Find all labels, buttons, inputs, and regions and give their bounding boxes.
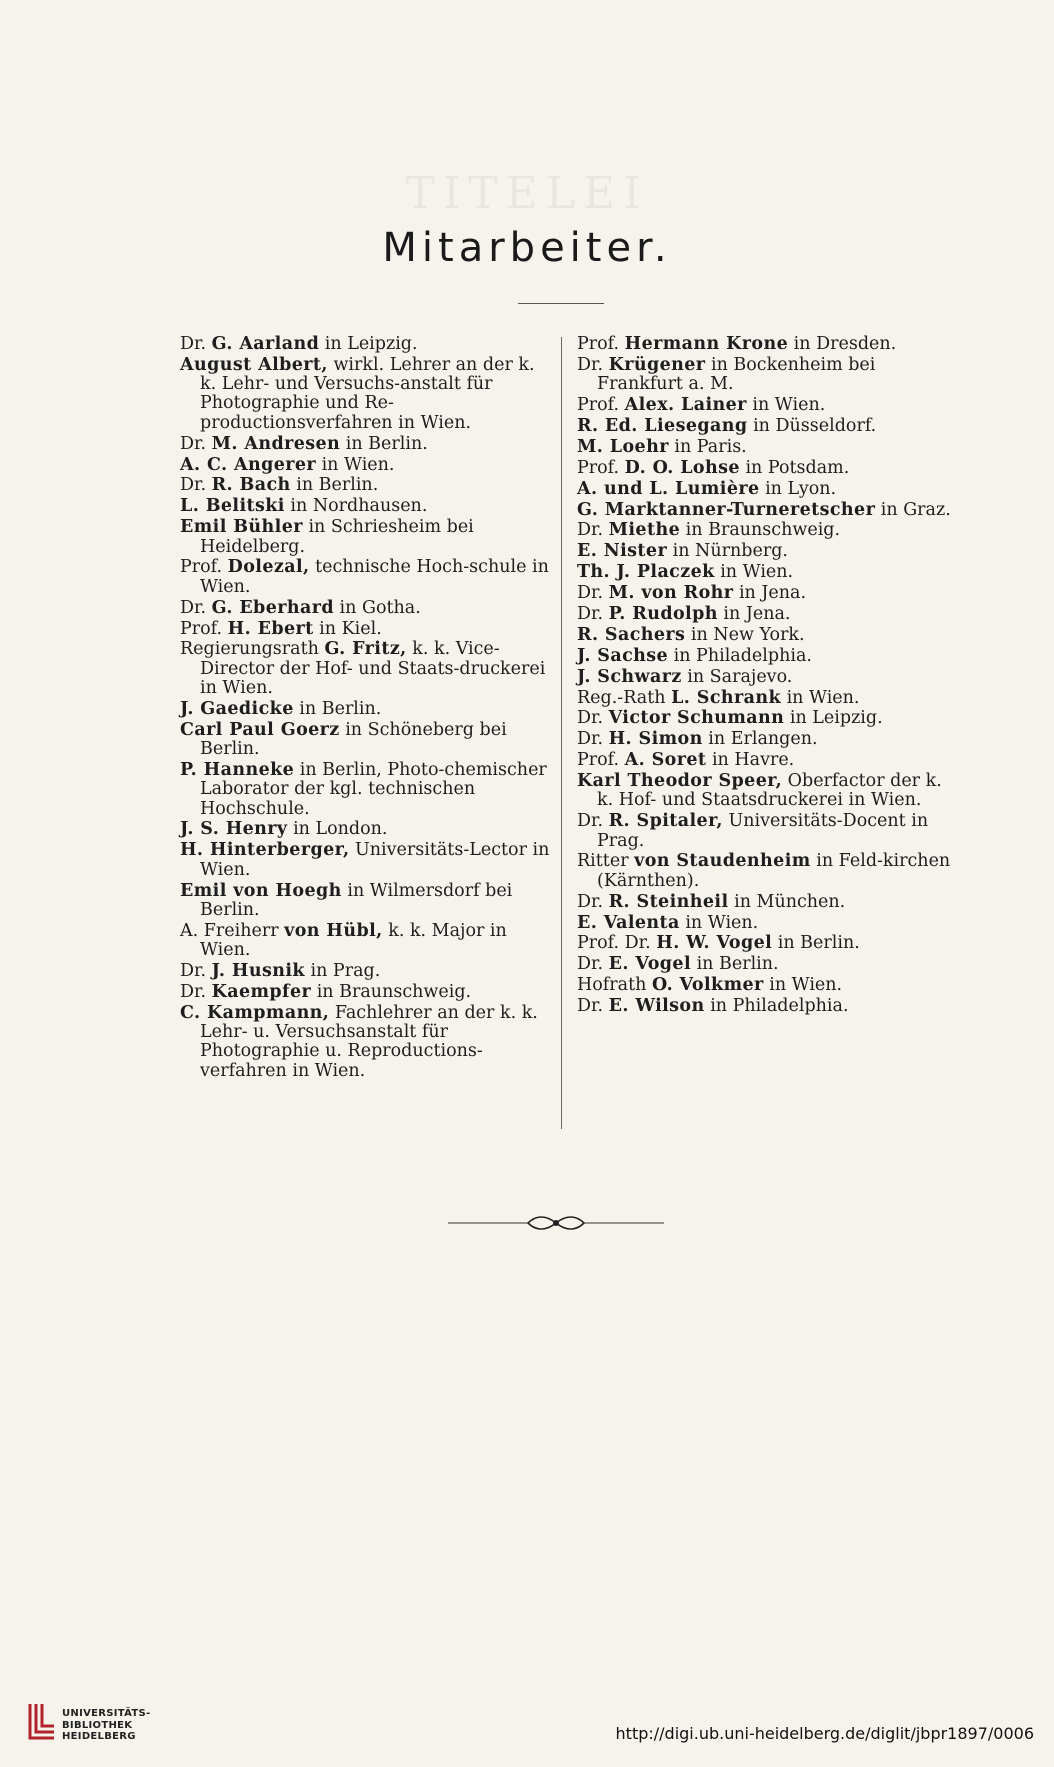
contributor-details: in Potsdam.: [739, 457, 850, 478]
page-title: Mitarbeiter.: [382, 225, 672, 271]
contributor-entry: [180, 962, 554, 981]
contributor-entry: [180, 882, 554, 921]
contributor-details: in Berlin, Photo-chemischer Laborator der kgl. technischen Hochschule.: [200, 759, 547, 819]
contributor-details: in Berlin.: [691, 954, 779, 975]
contributor-name: J. Schwarz: [577, 666, 682, 687]
contributor-title: Dr.: [577, 354, 609, 375]
column-divider: [561, 337, 562, 1129]
source-url: http://digi.ub.uni-heidelberg.de/diglit/jbpr1897/0006: [615, 1724, 1034, 1743]
contributor-details: in Lyon.: [759, 478, 837, 499]
contributor-name: A. und L. Lumière: [577, 478, 760, 499]
contributor-details: in Gotha.: [333, 597, 421, 618]
contributor-title: Dr.: [180, 475, 212, 496]
contributor-name: Alex. Lainer: [624, 395, 747, 416]
contributor-name: E. Vogel: [608, 954, 691, 975]
contributor-name: D. O. Lohse: [624, 457, 740, 478]
contributor-entry: [577, 893, 951, 912]
contributor-name: Karl Theodor Speer,: [577, 771, 783, 792]
contributor-name: Emil Bühler: [180, 517, 303, 538]
contributor-title: Prof.: [180, 557, 228, 578]
contributor-details: in Braunschweig.: [311, 981, 472, 1002]
contributor-name: J. Gaedicke: [180, 698, 294, 719]
contributor-details: in Braunschweig.: [680, 520, 841, 541]
contributor-name: R. Spitaler,: [608, 811, 723, 832]
contributor-entry: [180, 620, 554, 639]
contributor-name: R. Sachers: [577, 624, 686, 645]
contributor-name: G. Eberhard: [211, 597, 334, 618]
contributor-entry: [180, 721, 554, 760]
contributor-details: in Havre.: [706, 750, 795, 771]
contributor-details: in Nürnberg.: [667, 541, 788, 562]
contributor-name: Carl Paul Goerz: [180, 719, 340, 740]
contributor-details: in München.: [728, 891, 846, 912]
contributor-name: P. Hanneke: [180, 759, 295, 780]
contributor-entry: [577, 751, 951, 770]
contributor-entry: [577, 542, 951, 561]
contributor-name: J. Sachse: [577, 645, 669, 666]
contributor-entry: [180, 599, 554, 618]
contributor-title: Dr.: [577, 891, 609, 912]
contributor-details: in Berlin.: [772, 933, 860, 954]
contributor-name: O. Volkmer: [651, 975, 764, 996]
contributor-details: in Philadelphia.: [704, 996, 849, 1017]
contributor-name: L. Schrank: [671, 687, 782, 708]
contributor-details: in Erlangen.: [702, 729, 818, 750]
contributor-entry: [577, 584, 951, 603]
contributor-name: R. Steinheil: [608, 891, 729, 912]
contributor-title: Reg.-Rath: [577, 687, 672, 708]
contributor-entry: [180, 476, 554, 495]
contributor-name: Victor Schumann: [608, 708, 785, 729]
contributor-title: Dr.: [577, 811, 609, 832]
contributor-name: H. Simon: [608, 729, 703, 750]
contributor-name: M. Loehr: [577, 436, 669, 457]
contributor-details: in London.: [287, 819, 388, 840]
contributor-name: H. W. Vogel: [656, 933, 773, 954]
contributor-name: H. Hinterberger,: [180, 840, 350, 861]
contributor-details: in Paris.: [668, 436, 747, 457]
contributor-entry: [577, 976, 951, 995]
contributor-details: in Berlin.: [293, 698, 382, 719]
contributor-details: k. k. Vice-Director der Hof- und Staats-druckerei in Wien.: [200, 639, 546, 698]
contributor-title: Prof.: [180, 618, 228, 639]
contributor-name: Th. J. Placzek: [577, 562, 715, 583]
contributor-title: Dr.: [180, 960, 212, 981]
contributor-title: Regierungsrath: [180, 639, 325, 660]
contributor-name: Hermann Krone: [624, 334, 789, 354]
contributor-details: in Nordhausen.: [284, 496, 428, 517]
contributor-entry: [577, 356, 951, 395]
contributor-name: L. Belitski: [180, 496, 285, 517]
contributor-name: G. Aarland: [211, 334, 320, 354]
contributor-name: Dolezal,: [227, 557, 310, 578]
contributor-title: Dr.: [577, 708, 609, 729]
contributor-title: Prof. Dr.: [577, 933, 657, 954]
contributor-details: in Wien.: [763, 975, 843, 996]
contributor-details: technische Hoch-schule in Wien.: [200, 557, 549, 597]
contributor-entry: [577, 480, 951, 499]
contributor-name: A. C. Angerer: [180, 454, 317, 475]
contributor-entry: [180, 558, 554, 597]
contributor-name: G. Fritz,: [324, 639, 407, 660]
contributor-entry: [577, 772, 951, 811]
contributor-name: R. Bach: [211, 475, 291, 496]
contributor-details: in Wien.: [781, 687, 860, 708]
contributor-name: J. S. Henry: [180, 819, 288, 840]
contributor-entry: [577, 605, 951, 624]
contributors-right-column: [577, 335, 951, 1018]
contributor-details: in Dresden.: [788, 334, 897, 354]
contributor-title: Prof.: [577, 334, 625, 354]
contributor-name: Miethe: [608, 520, 681, 541]
contributor-entry: [577, 689, 951, 708]
contributor-details: in Leipzig.: [319, 334, 418, 354]
contributor-details: in Düsseldorf.: [747, 415, 877, 436]
contributor-name: J. Husnik: [211, 960, 305, 981]
contributor-title: Dr.: [577, 583, 609, 604]
contributor-title: Dr.: [180, 597, 212, 618]
contributor-name: E. Wilson: [608, 996, 705, 1017]
contributor-entry: [577, 812, 951, 851]
library-logo-icon: [24, 1700, 58, 1742]
contributor-details: k. k. Major in Wien.: [200, 920, 507, 960]
contributor-entry: [180, 435, 554, 454]
contributor-details: in Kiel.: [313, 618, 382, 639]
contributor-title: Dr.: [180, 981, 212, 1002]
contributor-details: Oberfactor der k. k. Hof- und Staatsdruckerei in Wien.: [597, 771, 942, 811]
contributor-details: Fachlehrer an der k. k. Lehr- u. Versuchsanstalt für Photographie u. Reproductions-verfahren in Wien.: [200, 1002, 538, 1081]
contributor-details: in Sarajevo.: [681, 666, 793, 687]
contributor-details: in Wien.: [746, 395, 826, 416]
contributor-entry: [180, 922, 554, 961]
contributor-entry: [577, 647, 951, 666]
contributor-entry: [577, 934, 951, 953]
contributor-details: wirkl. Lehrer an der k. k. Lehr- und Versuchs-anstalt für Photographie und Re-productionsverfahren in Wien.: [200, 354, 535, 433]
contributor-entry: [180, 335, 554, 354]
contributor-entry: [180, 700, 554, 719]
contributor-title: Dr.: [577, 603, 609, 624]
contributor-details: in Jena.: [733, 583, 807, 604]
contributor-details: in Graz.: [875, 499, 951, 520]
contributor-name: M. von Rohr: [608, 583, 734, 604]
contributor-entry: [180, 518, 554, 557]
contributor-entry: [180, 356, 554, 433]
contributor-details: in Bockenheim bei Frankfurt a. M.: [597, 354, 876, 395]
contributor-name: Emil von Hoegh: [180, 880, 342, 901]
contributor-title: Dr.: [577, 520, 609, 541]
contributor-name: von Staudenheim: [634, 851, 811, 872]
contributor-details: in Schöneberg bei Berlin.: [200, 719, 507, 760]
contributor-title: Prof.: [577, 395, 625, 416]
contributor-entry: [180, 497, 554, 516]
contributor-entry: [577, 997, 951, 1016]
contributor-title: Dr.: [180, 433, 212, 454]
contributor-name: C. Kampmann,: [180, 1002, 330, 1023]
contributor-name: P. Rudolph: [608, 603, 718, 624]
contributor-name: August Albert,: [180, 354, 328, 375]
contributor-details: in Wien.: [679, 912, 759, 933]
contributor-name: von Hübl,: [284, 920, 383, 941]
contributor-entry: [577, 709, 951, 728]
contributor-name: A. Soret: [624, 750, 707, 771]
show-through-text: TITELEI: [405, 168, 649, 219]
contributor-details: in Wilmersdorf bei Berlin.: [200, 880, 513, 920]
contributor-details: in Prag.: [304, 960, 381, 981]
contributor-entry: [180, 820, 554, 839]
contributor-entry: [577, 955, 951, 974]
contributor-name: E. Valenta: [577, 912, 680, 933]
contributor-entry: [577, 459, 951, 478]
contributor-name: R. Ed. Liesegang: [577, 415, 748, 436]
contributor-title: Ritter: [577, 851, 635, 872]
contributor-entry: [180, 841, 554, 880]
contributor-entry: [180, 983, 554, 1002]
contributor-name: E. Nister: [577, 541, 668, 562]
contributor-name: M. Andresen: [211, 433, 341, 454]
contributor-title: Hofrath: [577, 975, 652, 996]
contributor-details: in Jena.: [717, 603, 791, 624]
contributor-title: Prof.: [577, 457, 625, 478]
library-name: UNIVERSITÄTS- BIBLIOTHEK HEIDELBERG: [62, 1708, 151, 1742]
contributor-details: in Schriesheim bei Heidelberg.: [200, 517, 474, 557]
contributor-entry: [577, 563, 951, 582]
contributor-details: in Wien.: [316, 454, 395, 475]
contributor-entry: [577, 914, 951, 933]
contributor-name: Kaempfer: [211, 981, 312, 1002]
contributor-entry: [577, 521, 951, 540]
contributor-entry: [577, 501, 951, 520]
contributor-entry: [577, 668, 951, 687]
contributor-entry: [577, 438, 951, 457]
contributor-title: Prof.: [577, 750, 625, 771]
contributor-name: Krügener: [608, 354, 706, 375]
contributor-title: A. Freiherr: [180, 920, 285, 941]
title-rule: [518, 303, 604, 304]
contributor-entry: [577, 417, 951, 436]
contributor-entry: [577, 335, 951, 354]
contributor-details: Universitäts-Docent in Prag.: [597, 811, 929, 851]
contributor-details: in Leipzig.: [784, 708, 883, 729]
contributors-left-column: [180, 335, 554, 1082]
contributor-name: H. Ebert: [227, 618, 314, 639]
contributor-entry: [577, 626, 951, 645]
contributor-title: Dr.: [577, 954, 609, 975]
contributor-details: in Feld-kirchen (Kärnthen).: [597, 851, 951, 891]
contributor-details: in New York.: [685, 624, 805, 645]
contributor-entry: [180, 761, 554, 819]
contributor-entry: [577, 730, 951, 749]
contributor-entry: [577, 396, 951, 415]
contributor-entry: [180, 456, 554, 475]
contributor-details: in Wien.: [714, 562, 794, 583]
contributor-details: in Berlin.: [290, 475, 379, 496]
contributor-title: Dr.: [577, 729, 609, 750]
contributor-details: in Berlin.: [340, 433, 428, 454]
ornament-divider-icon: [448, 1212, 664, 1234]
contributor-details: Universitäts-Lector in Wien.: [200, 840, 550, 880]
contributor-title: Dr.: [180, 334, 212, 354]
contributor-entry: [577, 852, 951, 891]
contributor-details: in Philadelphia.: [668, 645, 812, 666]
contributor-entry: [180, 1004, 554, 1081]
contributor-name: G. Marktanner-Turneretscher: [577, 499, 876, 520]
contributor-title: Dr.: [577, 996, 609, 1017]
contributor-entry: [180, 640, 554, 698]
